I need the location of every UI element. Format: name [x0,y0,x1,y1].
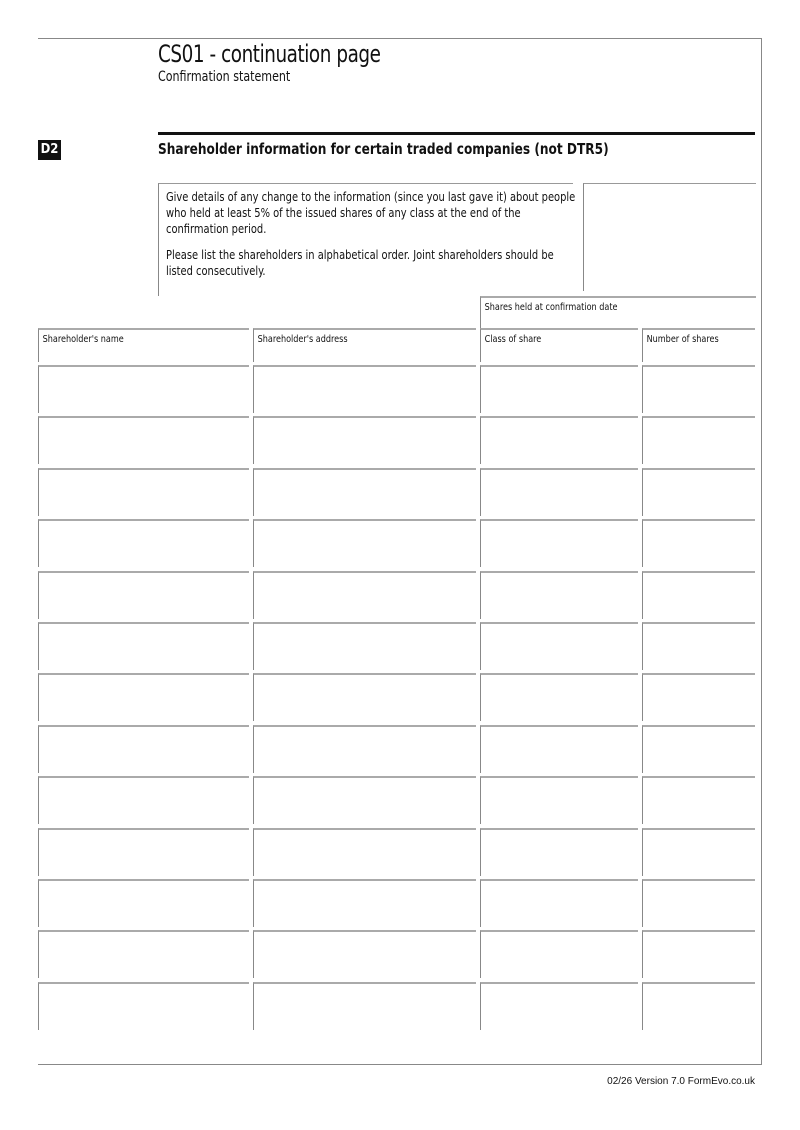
class-of-share-field[interactable] [480,982,638,1030]
shareholder-address-field[interactable] [253,571,476,619]
frame-right-border [761,38,762,1065]
shareholder-address-field[interactable] [253,879,476,927]
shareholder-name-field[interactable] [38,365,249,413]
number-of-shares-field[interactable] [642,725,755,773]
shareholder-name-field[interactable] [38,673,249,721]
shareholder-name-field[interactable] [38,828,249,876]
shareholder-address-field[interactable] [253,982,476,1030]
shareholder-address-field[interactable] [253,776,476,824]
number-of-shares-field[interactable] [642,365,755,413]
number-of-shares-field[interactable] [642,519,755,567]
column-header-label: Number of shares [646,334,719,345]
shareholder-address-field[interactable] [253,468,476,516]
shareholder-name-field[interactable] [38,468,249,516]
section-badge: D2 [38,140,61,160]
class-of-share-field[interactable] [480,416,638,464]
shares-group-header [480,296,756,330]
instruction-text: Please list the shareholders in alphabetical order. Joint shareholders should be listed consecutively. [166,247,554,278]
page-title: CS01 - continuation page [158,40,381,68]
side-box [583,183,756,291]
shareholder-name-field[interactable] [38,519,249,567]
shareholder-name-field[interactable] [38,776,249,824]
shareholder-address-field[interactable] [253,416,476,464]
footer-version: 02/26 Version 7.0 FormEvo.co.uk [607,1076,755,1087]
shareholder-name-field[interactable] [38,571,249,619]
class-of-share-field[interactable] [480,879,638,927]
class-of-share-field[interactable] [480,365,638,413]
column-header-label: Class of share [484,334,542,345]
column-header-label: Shareholder's name [42,334,124,345]
shareholder-address-field[interactable] [253,673,476,721]
frame-bottom-border [38,1064,761,1065]
class-of-share-field[interactable] [480,725,638,773]
number-of-shares-field[interactable] [642,776,755,824]
shares-group-label: Shares held at confirmation date [484,302,618,313]
shareholder-address-field[interactable] [253,930,476,978]
class-of-share-field[interactable] [480,571,638,619]
class-of-share-field[interactable] [480,828,638,876]
shareholder-address-field[interactable] [253,365,476,413]
column-header-label: Shareholder's address [257,334,348,345]
number-of-shares-field[interactable] [642,571,755,619]
shareholder-name-field[interactable] [38,879,249,927]
column-header-shareholder-name [38,328,249,362]
instruction-text: Give details of any change to the information (since you last gave it) about people who held at least 5% of the issued shares of any class at the end of the confirmation period. [166,189,576,236]
shareholder-name-field[interactable] [38,725,249,773]
shareholder-address-field[interactable] [253,725,476,773]
number-of-shares-field[interactable] [642,468,755,516]
class-of-share-field[interactable] [480,519,638,567]
shareholder-name-field[interactable] [38,622,249,670]
frame-top-border [38,38,761,39]
shareholder-name-field[interactable] [38,982,249,1030]
page-subtitle: Confirmation statement [158,69,291,85]
number-of-shares-field[interactable] [642,416,755,464]
column-header-shareholder-address [253,328,476,362]
shareholder-address-field[interactable] [253,622,476,670]
number-of-shares-field[interactable] [642,622,755,670]
shareholder-name-field[interactable] [38,416,249,464]
column-header-number-of-shares [642,328,755,362]
shareholder-name-field[interactable] [38,930,249,978]
class-of-share-field[interactable] [480,930,638,978]
number-of-shares-field[interactable] [642,930,755,978]
shareholder-address-field[interactable] [253,828,476,876]
shareholder-address-field[interactable] [253,519,476,567]
number-of-shares-field[interactable] [642,673,755,721]
class-of-share-field[interactable] [480,776,638,824]
section-divider [158,132,755,135]
class-of-share-field[interactable] [480,673,638,721]
class-of-share-field[interactable] [480,622,638,670]
number-of-shares-field[interactable] [642,879,755,927]
section-heading: Shareholder information for certain traded companies (not DTR5) [158,140,609,158]
column-header-class-of-share [480,328,638,362]
number-of-shares-field[interactable] [642,828,755,876]
instructions-box [158,183,576,296]
number-of-shares-field[interactable] [642,982,755,1030]
class-of-share-field[interactable] [480,468,638,516]
